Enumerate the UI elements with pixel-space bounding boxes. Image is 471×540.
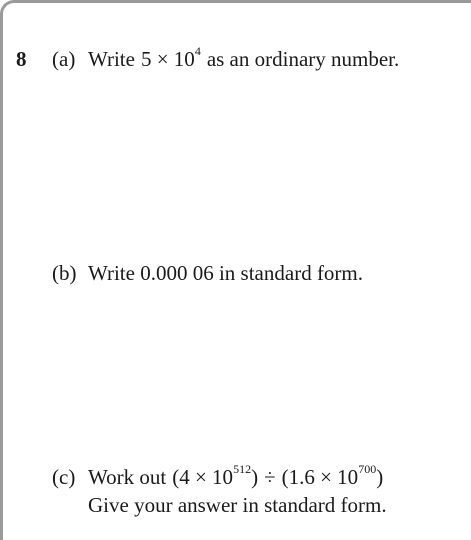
question-number: 8 — [16, 47, 27, 71]
part-c-expression-2-close: ) — [376, 465, 384, 489]
part-c-expression-1-exponent: 512 — [233, 462, 252, 476]
part-b — [52, 260, 363, 286]
part-c — [52, 464, 383, 490]
part-c-expression-1-base: (4 × 10 — [172, 465, 234, 489]
part-c-expression-2-base: (1.6 × 10 — [281, 465, 359, 489]
part-a — [52, 46, 399, 72]
part-a-exponent: 4 — [194, 44, 201, 58]
part-c-instruction: Give your answer in standard form. — [88, 493, 387, 517]
part-c-text-before: Work out — [88, 465, 167, 489]
part-a-text-after: as an ordinary number. — [206, 47, 400, 71]
part-c-expression-1-close: ) — [251, 465, 259, 489]
part-b-label: (b) — [52, 261, 77, 285]
part-c-expression-2-exponent: 700 — [358, 462, 377, 476]
part-b-text: Write 0.000 06 in standard form. — [88, 261, 364, 285]
part-a-text-before: Write — [88, 47, 135, 71]
part-a-expression-base: 5 × 10 — [140, 47, 195, 71]
part-a-label: (a) — [52, 47, 76, 71]
part-c-label: (c) — [52, 465, 76, 489]
part-c-operator: ÷ — [264, 465, 276, 489]
